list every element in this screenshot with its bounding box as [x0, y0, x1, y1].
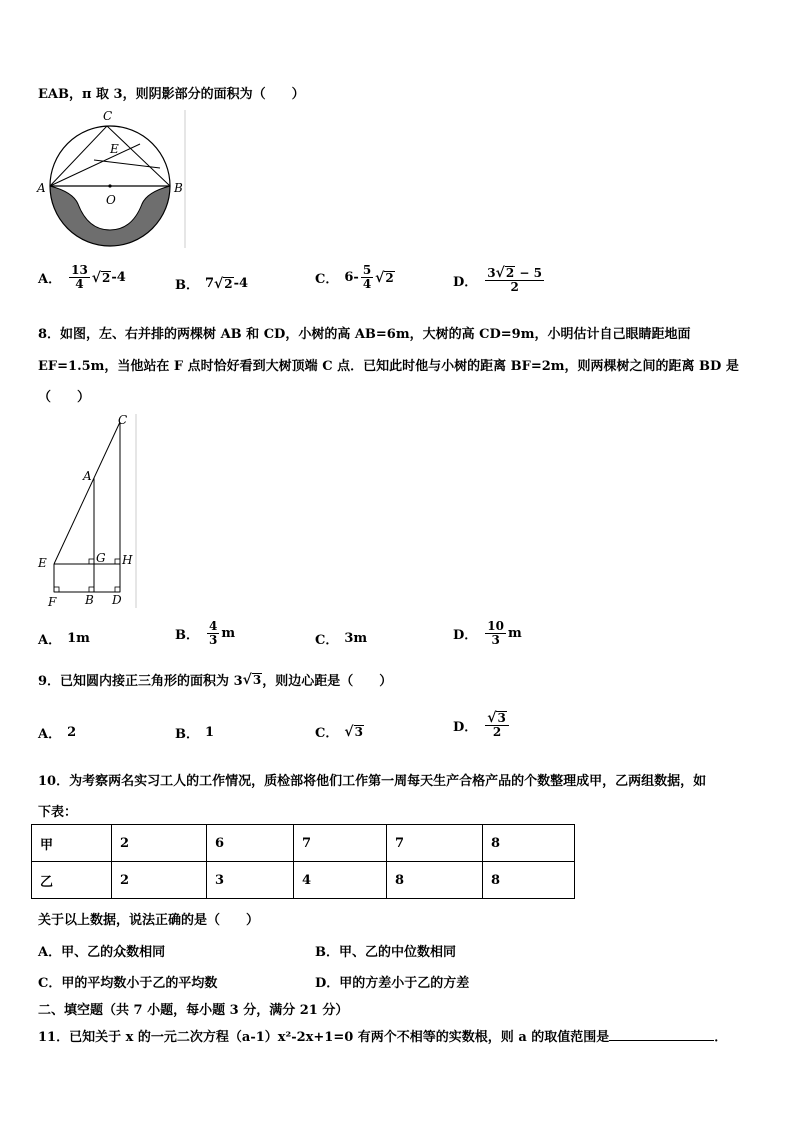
q9-option-c[interactable]: C． √ 3	[315, 723, 363, 741]
q8-label-c: C	[118, 413, 128, 427]
table-cell: 2	[112, 825, 207, 862]
table-cell: 2	[112, 862, 207, 899]
q7-option-a[interactable]: A． $\frac{13}{4}$ √ 2 -4	[38, 263, 126, 291]
q7-option-c[interactable]: C． 6- $\frac{5}{4}$ √ 2	[315, 263, 394, 291]
q8-option-d[interactable]: D． $\frac{10}{3}$ m	[453, 619, 522, 647]
table-cell: 乙	[32, 862, 112, 899]
sqrt: √ 2	[214, 275, 233, 292]
q10-option-d[interactable]: D．甲的方差小于乙的方差	[315, 976, 470, 991]
q8-option-b[interactable]: B． $\frac{4}{3}$ m	[175, 619, 236, 647]
q8-label-h: H	[122, 553, 133, 567]
q9-option-a[interactable]: A． 2	[38, 725, 77, 742]
q7-stem-tail: EAB，π 取 3，则阴影部分的面积为（ ）	[38, 87, 305, 102]
q9-option-b[interactable]: B． 1	[175, 725, 215, 742]
q7-label-a: A	[37, 181, 46, 195]
q7-label-c: C	[103, 109, 113, 123]
table-row	[32, 825, 575, 862]
section-heading: 二、填空题（共 7 小题，每小题 3 分，满分 21 分）	[38, 1003, 349, 1018]
q10-line-2: 下表：	[38, 805, 78, 820]
fraction: $\frac{4}{3}$	[209, 619, 218, 647]
table-cell: 8	[483, 862, 575, 899]
q7-option-d[interactable]: D． 3 √ 2 − 5 2	[453, 265, 542, 294]
table-cell: 3	[207, 862, 294, 899]
q9-option-d[interactable]: D． √ 3 2	[453, 711, 511, 739]
q7-label-b: B	[174, 181, 183, 195]
sqrt: √ 3	[344, 723, 363, 740]
q8-label-b: B	[85, 593, 94, 607]
q9-stem: 9．已知圆内接正三角形的面积为 3 √ 3 ，则边心距是（ ）	[38, 671, 393, 689]
table-cell: 6	[207, 825, 294, 862]
q7-label-e: E	[110, 142, 119, 156]
table-cell: 8	[483, 825, 575, 862]
q8-line-2: EF=1.5m，当他站在 F 点时恰好看到大树顶端 C 点．已知此时他与小树的距离 BF=2m，则两棵树之间的距离 BD 是	[38, 359, 739, 374]
table-cell: 8	[387, 862, 483, 899]
q10-data-table	[31, 824, 575, 899]
q8-label-e: E	[38, 556, 47, 570]
fraction: $\frac{5}{4}$	[362, 263, 372, 291]
fraction: $\frac{10}{3}$	[487, 619, 504, 647]
q7-label-o: O	[106, 193, 116, 207]
table-cell: 4	[294, 862, 387, 899]
answer-blank[interactable]	[609, 1028, 714, 1041]
q10-line-1: 10．为考察两名实习工人的工作情况，质检部将他们工作第一周每天生产合格产品的个数整理成甲，乙两组数据，如	[38, 774, 707, 789]
q10-option-c[interactable]: C．甲的平均数小于乙的平均数	[38, 976, 218, 991]
q8-line-1: 8．如图，左、右并排的两棵树 AB 和 CD，小树的高 AB=6m，大树的高 CD=9m，小明估计自己眼睛距地面	[38, 327, 691, 342]
q7-option-b[interactable]: B． 7 √ 2 -4	[175, 275, 249, 293]
q8-trees-figure	[34, 410, 144, 610]
fraction: 3 √ 2 − 5 2	[487, 265, 542, 294]
table-cell: 甲	[32, 825, 112, 862]
q8-option-c[interactable]: C． 3m	[315, 631, 368, 648]
table-cell: 7	[294, 825, 387, 862]
sqrt: √ 2	[375, 269, 394, 286]
q8-label-d: D	[112, 593, 122, 607]
table-row	[32, 862, 575, 899]
q11-stem: 11．已知关于 x 的一元二次方程（a-1）x²-2x+1=0 有两个不相等的实数根，则 a 的取值范围是 ．	[38, 1030, 728, 1045]
q8-label-a: A	[83, 469, 92, 483]
fraction: $\frac{13}{4}$	[71, 263, 88, 291]
q8-option-a[interactable]: A． 1m	[38, 631, 90, 648]
q10-question: 关于以上数据，说法正确的是（ ）	[38, 913, 260, 928]
q8-label-g: G	[96, 551, 106, 565]
q10-option-a[interactable]: A．甲、乙的众数相同	[38, 945, 166, 960]
q10-option-b[interactable]: B．甲、乙的中位数相同	[315, 945, 456, 960]
q8-line-3: （ ）	[38, 390, 91, 405]
sqrt: √ 2	[91, 269, 111, 286]
fraction: √ 3 2	[485, 711, 509, 739]
sqrt: √ 3	[242, 671, 262, 688]
q8-label-f: F	[48, 595, 57, 609]
table-cell: 7	[387, 825, 483, 862]
q7-circle-figure	[32, 104, 192, 250]
